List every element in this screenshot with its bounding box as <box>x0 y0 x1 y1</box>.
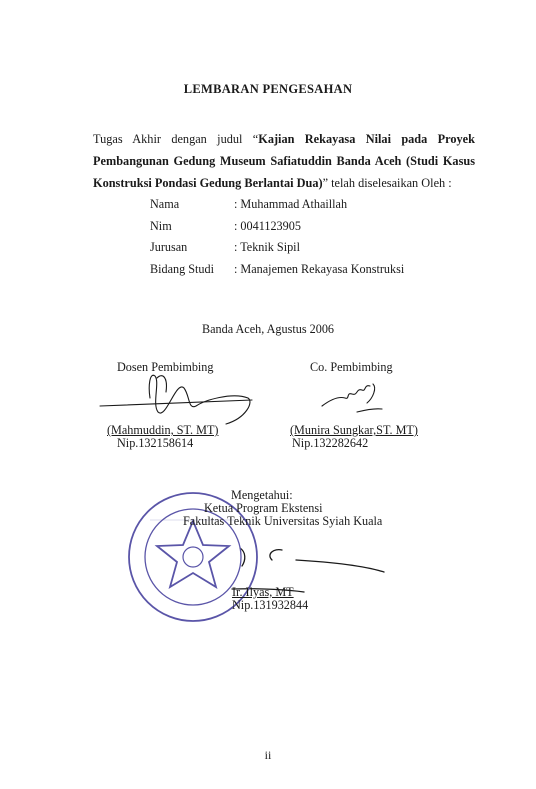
approval-faculty: Fakultas Teknik Universitas Syiah Kuala <box>183 514 383 528</box>
intro-prefix: Tugas Akhir dengan judul “ <box>93 132 259 146</box>
supervisor-nip: Nip.132158614 <box>117 436 194 450</box>
page-title: LEMBARAN PENGESAHAN <box>183 82 353 96</box>
info-label: Nama <box>150 197 180 211</box>
supervisor-signature <box>100 375 252 424</box>
co-supervisor-name: (Munira Sungkar,ST. MT) <box>290 423 418 437</box>
approval-label: Mengetahui: <box>231 488 293 502</box>
info-value: : 0041123905 <box>234 218 301 233</box>
info-value: : Teknik Sipil <box>234 240 300 254</box>
info-label: Bidang Studi <box>150 261 214 276</box>
approval-name: Ir. Ilyas, MT <box>232 585 294 599</box>
info-label: Nim <box>150 218 172 233</box>
thesis-title: Kajian Rekayasa Nilai pada Proyek Pembangunan Gedung Museum Safiatuddin Banda Aceh (Studi Kasus Konstruksi Pondasi Gedung Berlantai Dua) <box>93 132 475 190</box>
info-value: : Muhammad Athaillah <box>234 197 348 211</box>
info-value: : Manajemen Rekayasa Konstruksi <box>234 261 405 276</box>
info-label: Jurusan <box>150 240 188 254</box>
supervisor-label: Dosen Pembimbing <box>117 360 214 374</box>
place-date: Banda Aceh, Agustus 2006 <box>201 322 335 336</box>
co-supervisor-label: Co. Pembimbing <box>310 360 393 374</box>
intro-suffix: ” telah diselesaikan Oleh : <box>322 176 452 190</box>
co-supervisor-nip: Nip.132282642 <box>292 436 369 450</box>
approval-nip: Nip.131932844 <box>232 598 309 612</box>
page-number: ii <box>264 748 272 762</box>
co-supervisor-signature <box>322 384 382 412</box>
supervisor-name: (Mahmuddin, ST. MT) <box>107 423 219 437</box>
approval-role: Ketua Program Ekstensi <box>204 501 323 515</box>
